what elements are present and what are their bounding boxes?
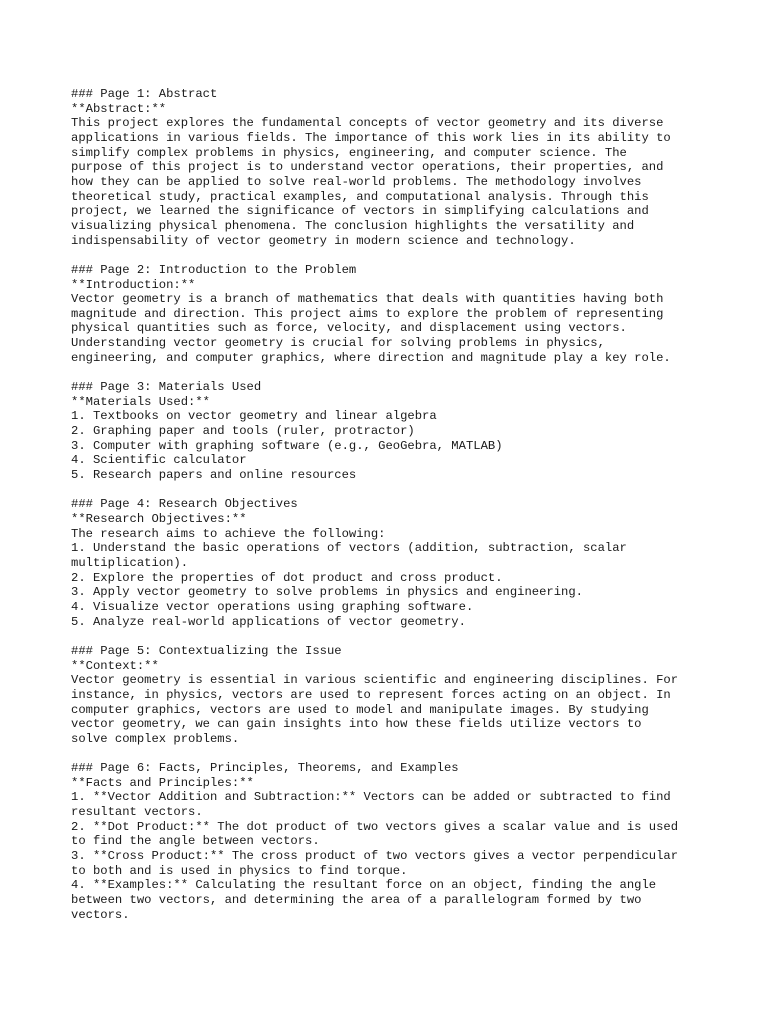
text-line: resultant vectors. (71, 805, 203, 820)
text-line: 2. Explore the properties of dot product and cross product. (71, 570, 503, 585)
text-line: 1. **Vector Addition and Subtraction:** Vectors can be added or subtracted to find (71, 790, 671, 805)
text-line: 1. Understand the basic operations of vectors (addition, subtraction, scalar (71, 541, 627, 556)
text-line: visualizing physical phenomena. The conclusion highlights the versatility and (71, 218, 635, 233)
text-line: theoretical study, practical examples, and computational analysis. Through this (71, 189, 649, 204)
text-line: computer graphics, vectors are used to model and manipulate images. By studying (71, 702, 649, 717)
text-line: Vector geometry is a branch of mathematics that deals with quantities having both (71, 292, 664, 307)
text-line: physical quantities such as force, velocity, and displacement using vectors. (71, 321, 627, 336)
text-line: to find the angle between vectors. (71, 834, 320, 849)
section-page-5 (71, 644, 731, 747)
section-label: **Introduction:** (71, 277, 196, 292)
section-page-6 (71, 761, 731, 922)
section-heading: ### Page 5: Contextualizing the Issue (71, 643, 342, 658)
section-page-4 (71, 497, 731, 629)
text-line: simplify complex problems in physics, engineering, and computer science. The (71, 145, 627, 160)
text-line: instance, in physics, vectors are used to represent forces acting on an object. In (71, 687, 671, 702)
section-heading: ### Page 1: Abstract (71, 87, 218, 101)
text-line: This project explores the fundamental concepts of vector geometry and its diverse (71, 116, 664, 131)
text-line: vector geometry, we can gain insights into how these fields utilize vectors to (71, 717, 642, 732)
text-line: 3. Computer with graphing software (e.g., GeoGebra, MATLAB) (71, 438, 503, 453)
text-line: 4. Visualize vector operations using graphing software. (71, 599, 474, 614)
text-line: engineering, and computer graphics, where direction and magnitude play a key role. (71, 350, 671, 365)
text-line: project, we learned the significance of vectors in simplifying calculations and (71, 204, 649, 219)
section-label: **Research Objectives:** (71, 511, 247, 526)
text-line: vectors. (71, 907, 130, 922)
text-line: 1. Textbooks on vector geometry and linear algebra (71, 409, 437, 424)
section-page-1 (71, 87, 731, 248)
section-label: **Context:** (71, 658, 159, 673)
text-line: 5. Analyze real-world applications of vector geometry. (71, 614, 466, 629)
section-heading: ### Page 6: Facts, Principles, Theorems, and Examples (71, 761, 459, 776)
text-line: 2. Graphing paper and tools (ruler, protractor) (71, 424, 415, 439)
text-line: magnitude and direction. This project aims to explore the problem of representing (71, 306, 664, 321)
section-label: **Facts and Principles:** (71, 775, 254, 790)
section-page-3 (71, 380, 731, 483)
document-body (71, 87, 731, 937)
text-line: purpose of this project is to understand vector operations, their properties, and (71, 160, 664, 175)
section-label: **Materials Used:** (71, 394, 210, 409)
text-line: Vector geometry is essential in various scientific and engineering disciplines. For (71, 673, 679, 688)
text-line: 3. Apply vector geometry to solve problems in physics and engineering. (71, 585, 583, 600)
text-line: indispensability of vector geometry in modern science and technology. (71, 233, 576, 248)
section-label: **Abstract:** (71, 101, 167, 116)
text-line: between two vectors, and determining the area of a parallelogram formed by two (71, 893, 642, 908)
text-line: 5. Research papers and online resources (71, 468, 357, 483)
text-line: 4. Scientific calculator (71, 453, 247, 468)
text-line: multiplication). (71, 555, 189, 570)
text-line: to both and is used in physics to find torque. (71, 863, 408, 878)
text-line: solve complex problems. (71, 731, 240, 746)
text-line: how they can be applied to solve real-world problems. The methodology involves (71, 174, 642, 189)
section-heading: ### Page 2: Introduction to the Problem (71, 262, 357, 277)
text-line: The research aims to achieve the following: (71, 526, 386, 541)
text-line: 2. **Dot Product:** The dot product of two vectors gives a scalar value and is used (71, 819, 679, 834)
section-heading: ### Page 3: Materials Used (71, 380, 262, 395)
text-line: applications in various fields. The importance of this work lies in its ability to (71, 130, 671, 145)
text-line: Understanding vector geometry is crucial for solving problems in physics, (71, 336, 605, 351)
text-line: 4. **Examples:** Calculating the resultant force on an object, finding the angle (71, 878, 657, 893)
section-page-2 (71, 263, 731, 366)
text-line: 3. **Cross Product:** The cross product of two vectors gives a vector perpendicular (71, 849, 679, 864)
section-heading: ### Page 4: Research Objectives (71, 497, 298, 512)
